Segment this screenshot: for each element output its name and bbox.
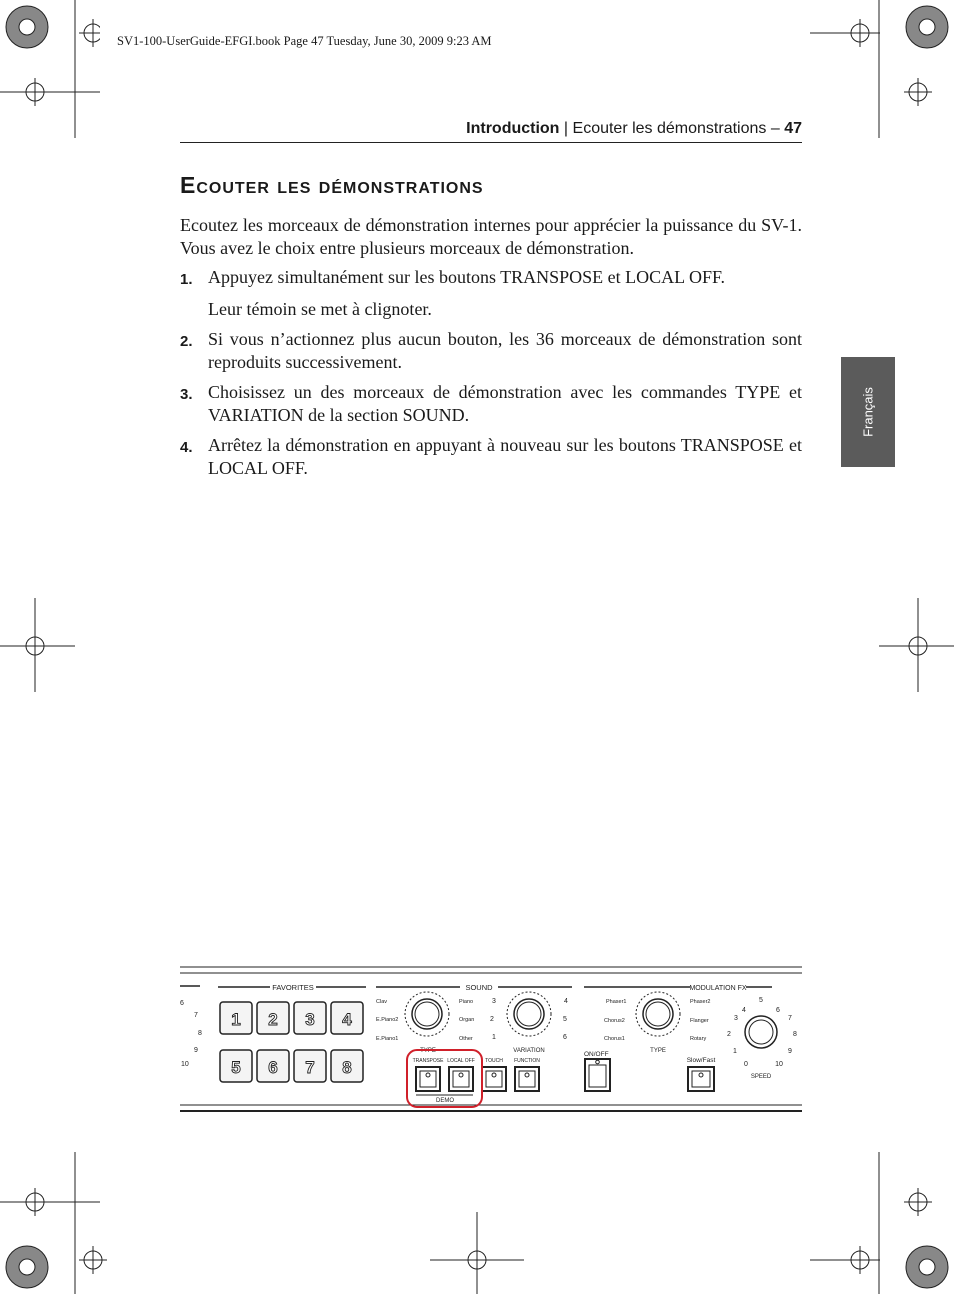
variation-option: 1	[492, 1034, 496, 1041]
steps-list	[180, 266, 802, 487]
speed-mark: 0	[744, 1061, 748, 1068]
modulation-type-knob[interactable]	[636, 992, 680, 1036]
favorite-button-7[interactable]	[294, 1050, 326, 1082]
favorite-button-8[interactable]	[331, 1050, 363, 1082]
scale-label: 10	[181, 1061, 189, 1068]
favorite-button-2[interactable]	[257, 1002, 289, 1034]
favorites-label: FAVORITES	[272, 983, 314, 992]
speed-mark: 4	[742, 1007, 746, 1014]
button-label: LOCAL OFF	[447, 1058, 475, 1064]
modulation-option: Rotary	[690, 1036, 707, 1042]
step-number: 4.	[180, 439, 193, 456]
registration-mark-mid-left	[0, 598, 80, 699]
type-option: E.Piano2	[376, 1017, 399, 1023]
favorite-label: 4	[342, 1010, 352, 1029]
modulation-type-knob-label: TYPE	[650, 1048, 666, 1054]
favorite-button-3[interactable]	[294, 1002, 326, 1034]
slow-fast-label: Slow/Fast	[686, 1057, 716, 1064]
touch-button[interactable]	[482, 1067, 506, 1091]
running-head	[466, 120, 802, 138]
speed-mark: 8	[793, 1031, 797, 1038]
transpose-button[interactable]	[416, 1067, 440, 1091]
favorite-button-1[interactable]	[220, 1002, 252, 1034]
speed-mark: 6	[776, 1007, 780, 1014]
speed-mark: 9	[788, 1048, 792, 1055]
function-button[interactable]	[515, 1067, 539, 1091]
step-text: Arrêtez la démonstration en appuyant à nouveau sur les boutons TRANSPOSE et LOCAL OFF.	[208, 435, 802, 478]
modulation-option: Chorus2	[604, 1018, 625, 1024]
favorite-label: 1	[231, 1010, 241, 1029]
favorite-button-5[interactable]	[220, 1050, 252, 1082]
speed-mark: 1	[733, 1048, 737, 1055]
favorite-label: 6	[268, 1058, 278, 1077]
type-option: Organ	[459, 1017, 475, 1023]
registration-mark-mid-right	[874, 598, 954, 699]
header-dash: –	[770, 120, 780, 137]
step-number: 2.	[180, 333, 193, 350]
sound-label: SOUND	[465, 983, 493, 992]
modulation-option: Phaser2	[690, 999, 711, 1005]
registration-mark-top-left	[0, 0, 100, 145]
modulation-on-off-switch[interactable]	[585, 1059, 610, 1091]
variation-option: 4	[564, 998, 568, 1005]
language-tab	[841, 357, 895, 467]
modulation-fx-label: MODULATION FX	[689, 985, 747, 992]
variation-option: 3	[492, 998, 496, 1005]
type-knob-label: TYPE	[420, 1048, 436, 1054]
slow-fast-button[interactable]	[688, 1067, 714, 1091]
book-info-line: SV1-100-UserGuide-EFGI.book Page 47 Tuesday, June 30, 2009 9:23 AM	[117, 34, 492, 48]
speed-mark: 5	[759, 997, 763, 1004]
step-text: Si vous n’actionnez plus aucun bouton, les 36 morceaux de démonstration sont reproduits successivement.	[208, 329, 802, 372]
step-number: 1.	[180, 271, 193, 288]
registration-mark-bottom-right	[810, 1152, 954, 1299]
modulation-option: Phaser1	[606, 999, 627, 1005]
step-4	[180, 434, 802, 480]
variation-option: 5	[563, 1016, 567, 1023]
modulation-option: Flanger	[690, 1018, 709, 1024]
type-knob[interactable]	[405, 992, 449, 1036]
speed-mark: 10	[775, 1061, 783, 1068]
favorite-label: 8	[342, 1058, 352, 1077]
step-1	[180, 266, 802, 291]
header-chapter: Ecouter les démonstrations	[572, 120, 767, 137]
speed-knob-label: SPEED	[750, 1074, 772, 1080]
favorite-label: 3	[305, 1010, 315, 1029]
variation-option: 6	[563, 1034, 567, 1041]
local-off-button[interactable]	[449, 1067, 473, 1091]
scale-label: 7	[194, 1012, 198, 1019]
step-1-result: Leur témoin se met à clignoter.	[208, 299, 432, 319]
speed-knob[interactable]	[745, 1016, 777, 1048]
variation-knob-label: VARIATION	[513, 1048, 545, 1054]
registration-mark-bottom-left	[0, 1152, 140, 1299]
step-text: Appuyez simultanément sur les boutons TRANSPOSE et LOCAL OFF.	[208, 267, 726, 287]
favorite-button-6[interactable]	[257, 1050, 289, 1082]
favorite-button-4[interactable]	[331, 1002, 363, 1034]
front-panel-illustration	[180, 962, 802, 1122]
speed-mark: 2	[727, 1031, 731, 1038]
step-number: 3.	[180, 386, 193, 403]
button-label: TOUCH	[485, 1058, 503, 1064]
page-title: Ecouter les démonstrations	[180, 172, 484, 198]
header-section: Introduction	[466, 120, 560, 137]
type-option: Clav	[376, 999, 388, 1005]
demo-label: DEMO	[436, 1098, 454, 1104]
speed-mark: 7	[788, 1015, 792, 1022]
type-option: Piano	[459, 999, 474, 1005]
variation-knob[interactable]	[507, 992, 551, 1036]
header-separator: |	[563, 120, 569, 137]
language-tab-label: Français	[860, 387, 876, 437]
button-label: TRANSPOSE	[412, 1058, 444, 1064]
scale-label: 8	[198, 1030, 202, 1037]
favorite-label: 7	[305, 1058, 315, 1077]
step-text: Choisissez un des morceaux de démonstration avec les commandes TYPE et VARIATION de la section SOUND.	[208, 382, 802, 425]
scale-label: 6	[180, 1000, 184, 1007]
registration-mark-bottom-center	[430, 1212, 530, 1299]
intro-paragraph: Ecoutez les morceaux de démonstration internes pour apprécier la puissance du SV-1. Vous avez le choix entre plusieurs morceaux de démonstration.	[180, 215, 802, 258]
scale-label: 9	[194, 1047, 198, 1054]
on-off-label: ON/OFF	[584, 1051, 609, 1058]
speed-mark: 3	[734, 1015, 738, 1022]
button-label: FUNCTION	[514, 1058, 540, 1064]
page-header	[180, 118, 802, 143]
registration-mark-top-right	[810, 0, 954, 145]
type-option: Other	[459, 1036, 473, 1042]
modulation-option: Chorus1	[604, 1036, 625, 1042]
variation-option: 2	[490, 1016, 494, 1023]
type-option: E.Piano1	[376, 1036, 399, 1042]
favorite-label: 5	[231, 1058, 241, 1077]
step-3	[180, 381, 802, 427]
favorite-label: 2	[268, 1010, 278, 1029]
page-number: 47	[784, 120, 802, 137]
step-2	[180, 328, 802, 374]
